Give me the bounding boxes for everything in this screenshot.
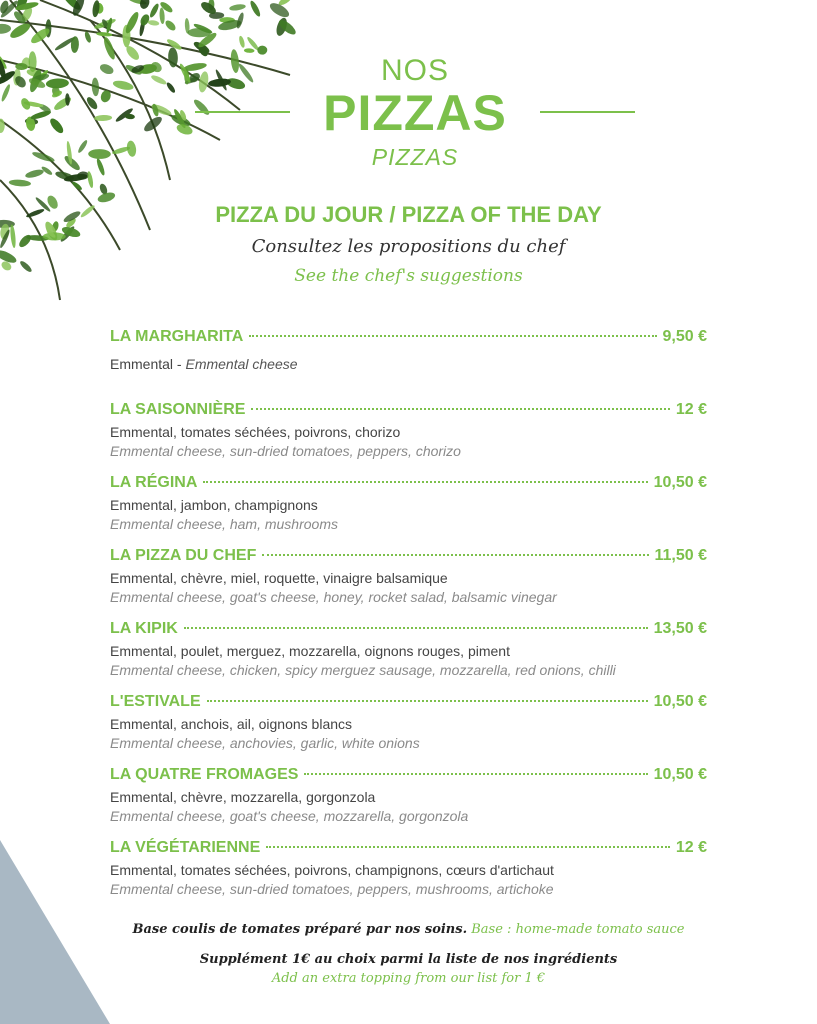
item-description-fr: Emmental, poulet, merguez, mozzarella, oignons rouges, piment: [110, 643, 510, 659]
pizza-of-the-day-fr: Consultez les propositions du chef: [251, 236, 566, 257]
base-note-fr: Base coulis de tomates préparé par nos soins.: [132, 922, 468, 937]
pizza-of-the-day-en: See the chef's suggestions: [294, 266, 523, 286]
item-name: LA MARGHARITA: [110, 328, 244, 345]
dotted-leader: [249, 335, 656, 337]
item-name: LA SAISONNIÈRE: [110, 401, 246, 418]
list-item: [110, 766, 707, 839]
item-description-fr: Emmental, chèvre, miel, roquette, vinaigre balsamique: [110, 570, 448, 586]
item-name: L'ESTIVALE: [110, 693, 201, 710]
item-description-en: Emmental cheese, goat's cheese, mozzarella, gorgonzola: [110, 808, 469, 824]
item-description-en: Emmental cheese, chicken, spicy merguez sausage, mozzarella, red onions, chilli: [110, 662, 616, 678]
dotted-leader: [207, 700, 648, 702]
item-description-fr: Emmental: [110, 356, 174, 372]
list-item: [110, 328, 707, 401]
item-name: LA PIZZA DU CHEF: [110, 547, 257, 564]
dotted-leader: [203, 481, 647, 483]
item-header: [110, 328, 707, 350]
item-header: [110, 620, 707, 642]
item-description-fr: Emmental, chèvre, mozzarella, gorgonzola: [110, 789, 376, 805]
dotted-leader: [304, 773, 647, 775]
title-block: [195, 54, 635, 174]
item-description: [110, 355, 707, 374]
item-name: LA VÉGÉTARIENNE: [110, 839, 261, 856]
separator-dash: -: [173, 356, 186, 372]
item-description-fr: Emmental, jambon, champignons: [110, 497, 318, 513]
supplement-note-en: Add an extra topping from our list for 1 €: [271, 971, 546, 986]
item-description-en: Emmental cheese: [185, 356, 298, 372]
list-item: [110, 547, 707, 620]
dotted-leader: [184, 627, 648, 629]
item-description-fr: Emmental, anchois, ail, oignons blancs: [110, 716, 353, 732]
item-description-fr: Emmental, tomates séchées, poivrons, champignons, cœurs d'artichaut: [110, 862, 554, 878]
item-name: LA KIPIK: [110, 620, 178, 637]
item-header: [110, 693, 707, 715]
list-item: [110, 401, 707, 474]
supplement-note-fr: Supplément 1€ au choix parmi la liste de nos ingrédients: [199, 952, 618, 967]
item-name: LA RÉGINA: [110, 474, 198, 491]
title-nos: NOS: [380, 54, 449, 87]
item-description-en: Emmental cheese, ham, mushrooms: [110, 516, 338, 532]
item-header: [110, 474, 707, 496]
item-price: 10,50 €: [653, 766, 707, 783]
dotted-leader: [262, 554, 648, 556]
base-note-en: Base : home-made tomato sauce: [471, 922, 685, 937]
item-description-en: Emmental cheese, sun-dried tomatoes, peppers, mushrooms, artichoke: [110, 881, 554, 897]
pizza-of-the-day-title: PIZZA DU JOUR / PIZZA OF THE DAY: [215, 202, 602, 227]
item-price: 9,50 €: [662, 328, 707, 345]
list-item: [110, 474, 707, 547]
item-price: 10,50 €: [653, 474, 707, 491]
item-header: [110, 401, 707, 423]
item-header: [110, 839, 707, 861]
page-title: PIZZAS: [323, 85, 507, 141]
dotted-leader: [251, 408, 669, 410]
item-description-en: Emmental cheese, sun-dried tomatoes, peppers, chorizo: [110, 443, 461, 459]
list-item: [110, 839, 707, 912]
item-header: [110, 766, 707, 788]
item-price: 10,50 €: [653, 693, 707, 710]
list-item: [110, 620, 707, 693]
item-header: [110, 547, 707, 569]
item-price: 12 €: [675, 839, 707, 856]
item-price: 13,50 €: [653, 620, 707, 637]
item-description-en: Emmental cheese, anchovies, garlic, white onions: [110, 735, 420, 751]
item-description-fr: Emmental, tomates séchées, poivrons, chorizo: [110, 424, 401, 440]
page-subtitle: PIZZAS: [371, 144, 459, 170]
item-price: 11,50 €: [654, 547, 707, 564]
list-item: [110, 693, 707, 766]
item-name: LA QUATRE FROMAGES: [110, 766, 299, 783]
item-price: 12 €: [675, 401, 707, 418]
item-description-en: Emmental cheese, goat's cheese, honey, rocket salad, balsamic vinegar: [110, 589, 557, 605]
base-note: [0, 922, 817, 937]
dotted-leader: [266, 846, 670, 848]
pizza-list: [110, 328, 707, 912]
